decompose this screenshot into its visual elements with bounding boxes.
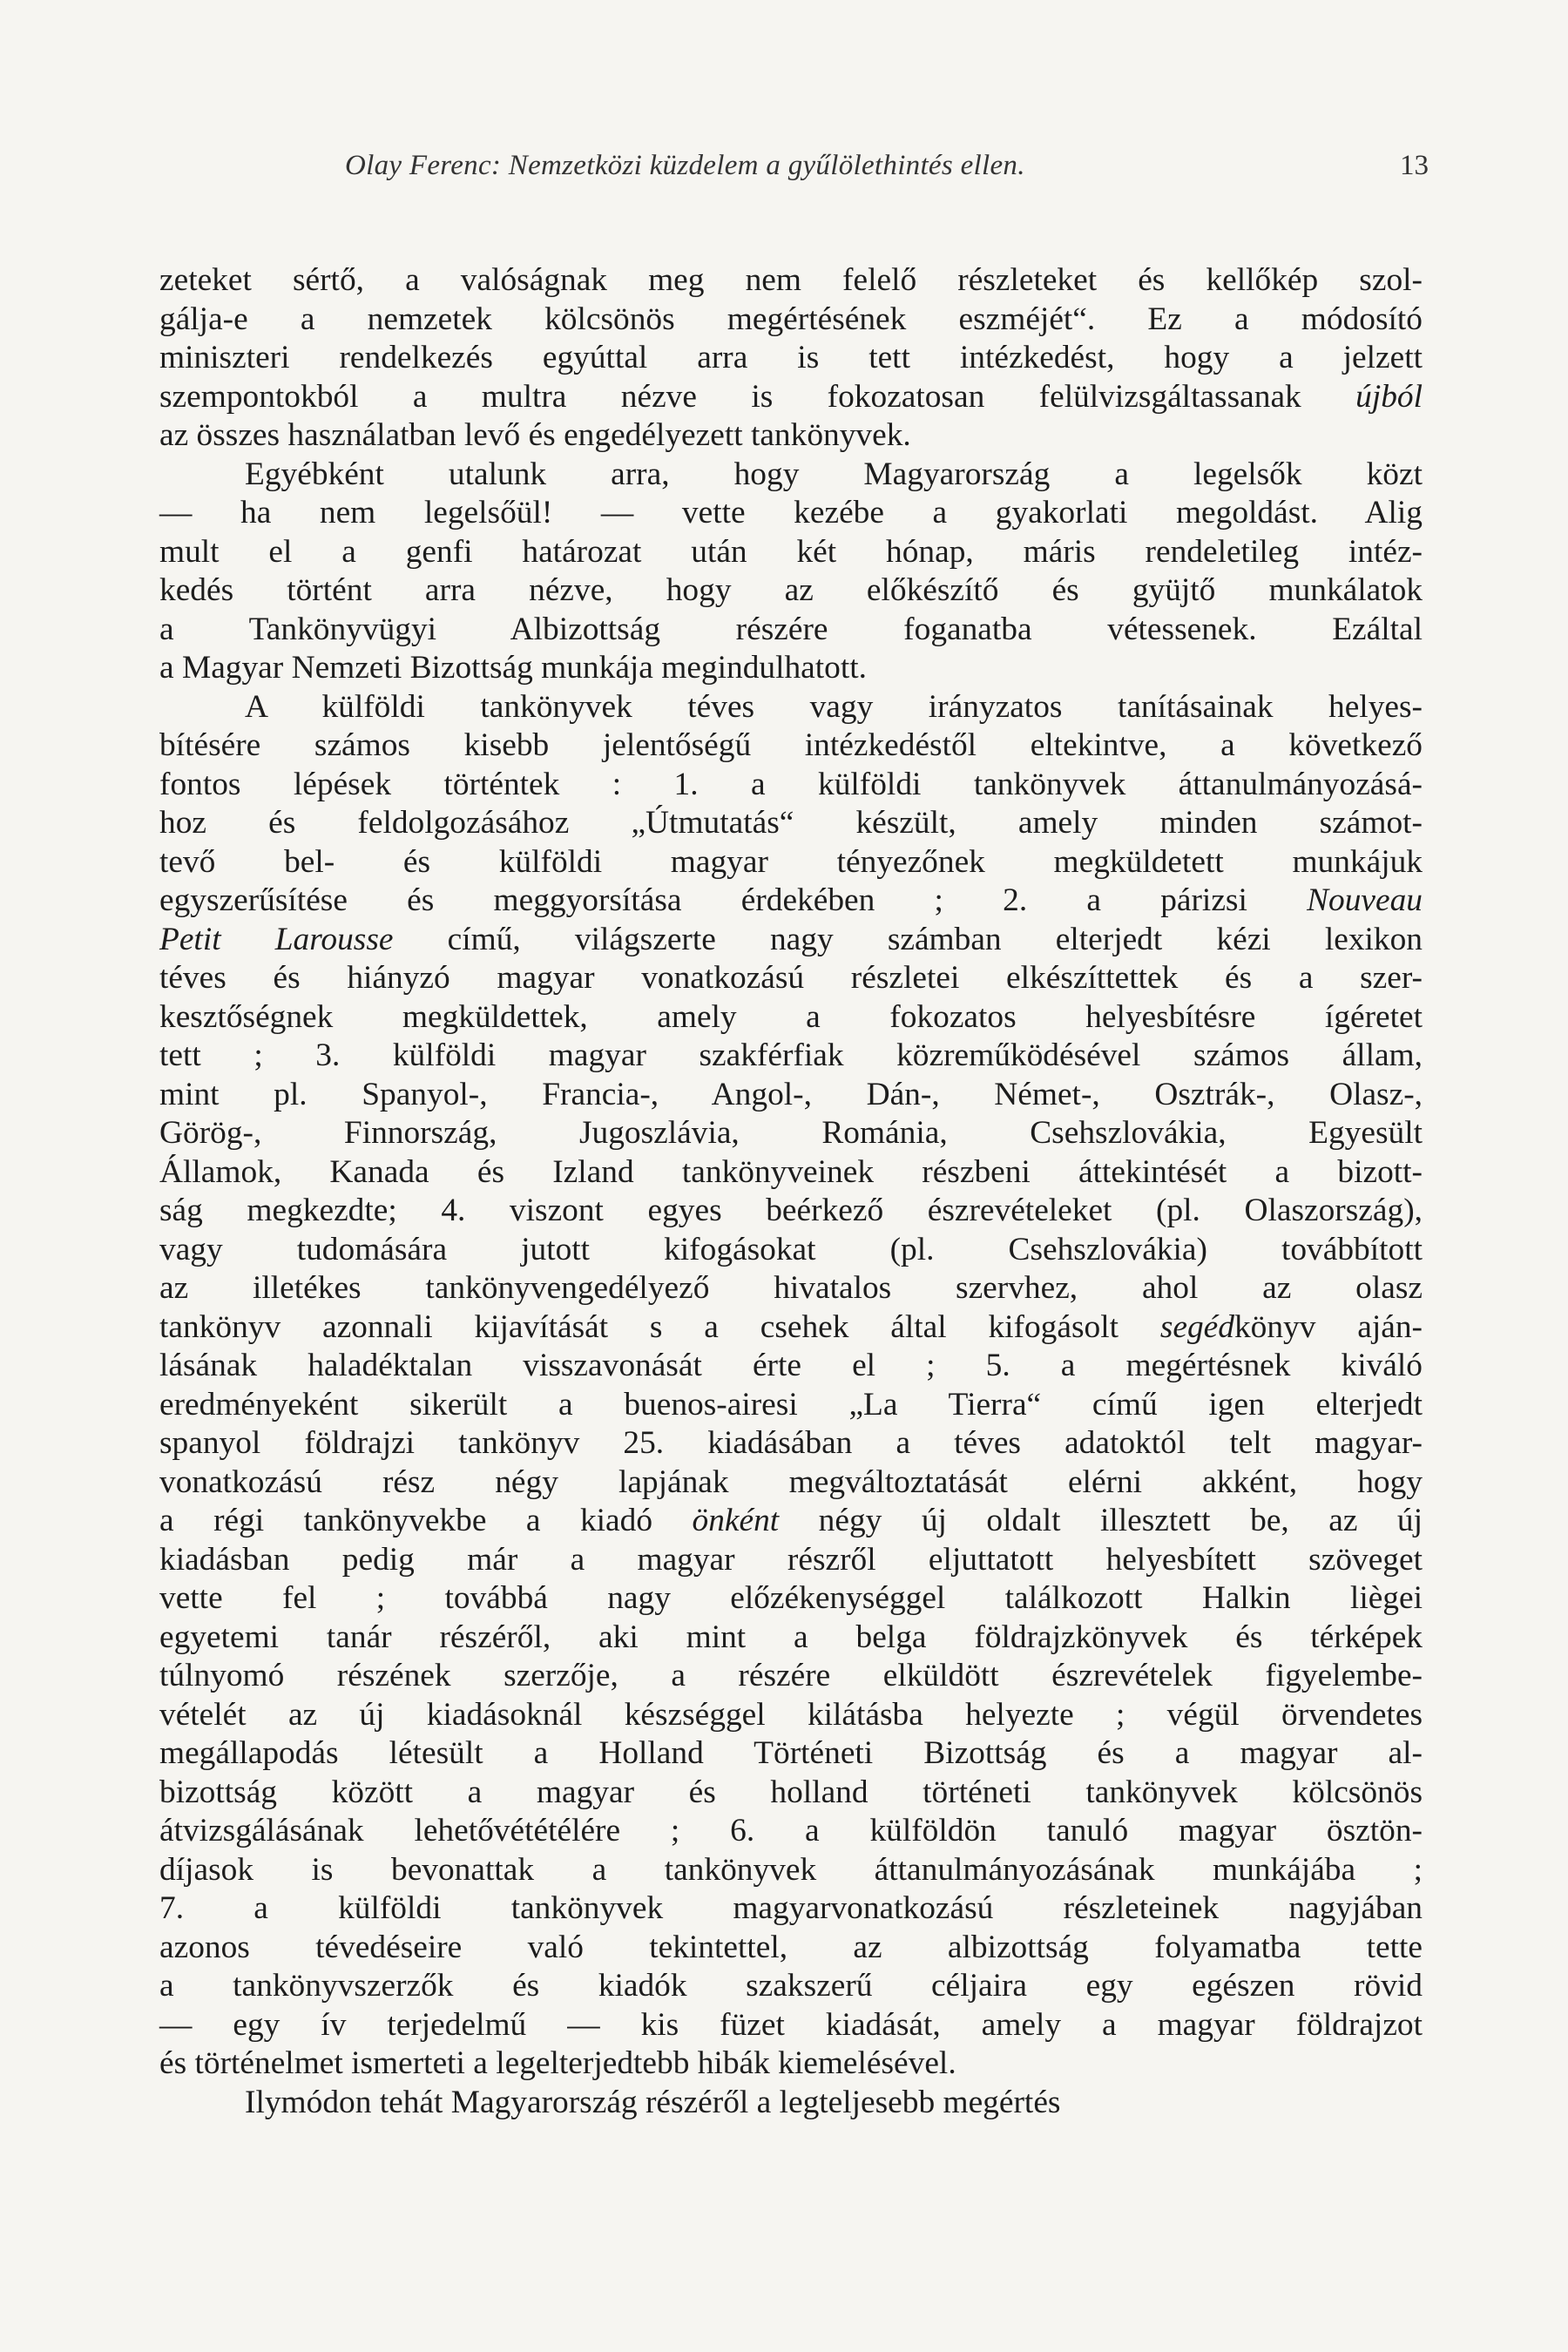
text-line: bizottság között a magyar és holland történeti tankönyvek kölcsönös (159, 1774, 1423, 1810)
paragraph (159, 261, 1423, 456)
text-line: azonos tévedéseire való tekintettel, az albizottság folyamatba tette (159, 1929, 1423, 1965)
text-line: tankönyv azonnali kijavítását s a csehek által kifogásolt segédkönyv aján- (159, 1308, 1423, 1345)
text-line: kedés történt arra nézve, hogy az előkészítő és gyüjtő munkálatok (159, 572, 1423, 608)
text-line: megállapodás létesült a Holland Történeti Bizottság és a magyar al- (159, 1735, 1423, 1771)
text-line: ság megkezdte; 4. viszont egyes beérkező észrevételeket (pl. Olaszország), (159, 1193, 1423, 1228)
text-line: egyetemi tanár részéről, aki mint a belga földrajzkönyvek és térképek (159, 1619, 1423, 1655)
text-line: egyszerűsítése és meggyorsítása érdekében ; 2. a párizsi Nouveau (159, 882, 1423, 918)
text-line: miniszteri rendelkezés egyúttal arra is tett intézkedést, hogy a jelzett (159, 340, 1423, 375)
text-line: az összes használatban levő és engedélyezett tankönyvek. (159, 417, 911, 453)
text-line: vételét az új kiadásoknál készséggel kilátásba helyezte ; végül örvendetes (159, 1696, 1423, 1733)
text-line: kesztőségnek megküldettek, amely a fokozatos helyesbítésre ígéretet (159, 998, 1423, 1035)
text-line: zeteket sértő, a valóságnak meg nem felelő részleteket és kellőkép szol- (159, 262, 1423, 298)
text-line: fontos lépések történtek : 1. a külföldi tankönyvek áttanulmányozásá- (159, 766, 1423, 802)
text-line: Egyébként utalunk arra, hogy Magyarország a legelsők közt (245, 456, 1423, 492)
text-line: a tankönyvszerzők és kiadók szakszerű céljaira egy egészen rövid (159, 1968, 1423, 2004)
text-line: vette fel ; továbbá nagy előzékenységgel találkozott Halkin liègei (159, 1580, 1423, 1616)
text-line: a régi tankönyvekbe a kiadó önként négy új oldalt illesztett be, az új (159, 1503, 1423, 1538)
paragraph (159, 2084, 1423, 2123)
text-line: díjasok is bevonattak a tankönyvek áttanulmányozásának munkájába ; (159, 1851, 1423, 1888)
text-line: bítésére számos kisebb jelentőségű intézkedéstől eltekintve, a következő (159, 727, 1423, 763)
text-line: szempontokból a multra nézve is fokozatosan felülvizsgáltassanak újból (159, 378, 1423, 415)
text-line: a Tankönyvügyi Albizottság részére foganatba vétessenek. Ezáltal (159, 611, 1423, 647)
text-line: lásának haladéktalan visszavonását érte el ; 5. a megértésnek kiváló (159, 1348, 1423, 1383)
text-line: kiadásban pedig már a magyar részről eljuttatott helyesbített szöveget (159, 1541, 1423, 1578)
body-text (159, 261, 1423, 2122)
text-line: — ha nem legelsőül! — vette kezébe a gyakorlati megoldást. Alig (159, 495, 1423, 531)
text-line: tett ; 3. külföldi magyar szakférfiak közreműködésével számos állam, (159, 1037, 1423, 1073)
text-line: tevő bel- és külföldi magyar tényezőnek megküldetett munkájuk (159, 843, 1423, 880)
text-line: Petit Larousse című, világszerte nagy számban elterjedt kézi lexikon (159, 921, 1423, 957)
text-line: Államok, Kanada és Izland tankönyveinek részbeni áttekintését a bizott- (159, 1153, 1423, 1190)
text-line: Ilymódon tehát Magyarország részéről a legteljesebb megértés (245, 2084, 1061, 2120)
text-line: hoz és feldolgozásához „Útmutatás“ készült, amely minden számot- (159, 805, 1423, 841)
text-line: átvizsgálásának lehetővététélére ; 6. a külföldön tanuló magyar ösztön- (159, 1813, 1423, 1848)
text-line: A külföldi tankönyvek téves vagy irányzatos tanításainak helyes- (245, 688, 1423, 725)
text-line: túlnyomó részének szerzője, a részére elküldött észrevételek figyelembe- (159, 1658, 1423, 1693)
text-line: és történelmet ismerteti a legelterjedtebb hibák kiemelésével. (159, 2045, 956, 2081)
text-line: vonatkozású rész négy lapjának megváltoztatását elérni akként, hogy (159, 1463, 1423, 1500)
text-line: téves és hiányzó magyar vonatkozású részletei elkészíttettek és a szer- (159, 960, 1423, 996)
paragraph (159, 688, 1423, 2084)
text-line: spanyol földrajzi tankönyv 25. kiadásában a téves adatoktól telt magyar- (159, 1425, 1423, 1461)
page-number: 13 (1400, 150, 1429, 181)
text-line: gálja-e a nemzetek kölcsönös megértésének eszméjét“. Ez a módosító (159, 301, 1423, 337)
text-line: a Magyar Nemzeti Bizottság munkája megindulhatott. (159, 650, 867, 686)
paragraph (159, 456, 1423, 688)
text-line: mint pl. Spanyol-, Francia-, Angol-, Dán-, Német-, Osztrák-, Olasz-, (159, 1076, 1423, 1112)
text-line: Görög-, Finnország, Jugoszlávia, Románia, Csehszlovákia, Egyesült (159, 1115, 1423, 1151)
text-line: 7. a külföldi tankönyvek magyarvonatkozású részleteinek nagyjában (159, 1890, 1423, 1926)
running-title: Olay Ferenc: Nemzetközi küzdelem a gyűlölethintés ellen. (345, 150, 1025, 181)
text-line: vagy tudomására jutott kifogásokat (pl. Csehszlovákia) továbbított (159, 1231, 1423, 1267)
text-line: mult el a genfi határozat után két hónap, máris rendeletileg intéz- (159, 533, 1423, 570)
text-line: — egy ív terjedelmű — kis füzet kiadását, amely a magyar földrajzot (159, 2006, 1423, 2043)
text-line: az illetékes tankönyvengedélyező hivatalos szervhez, ahol az olasz (159, 1270, 1423, 1306)
text-line: eredményeként sikerült a buenos-airesi „La Tierra“ című igen elterjedt (159, 1386, 1423, 1423)
